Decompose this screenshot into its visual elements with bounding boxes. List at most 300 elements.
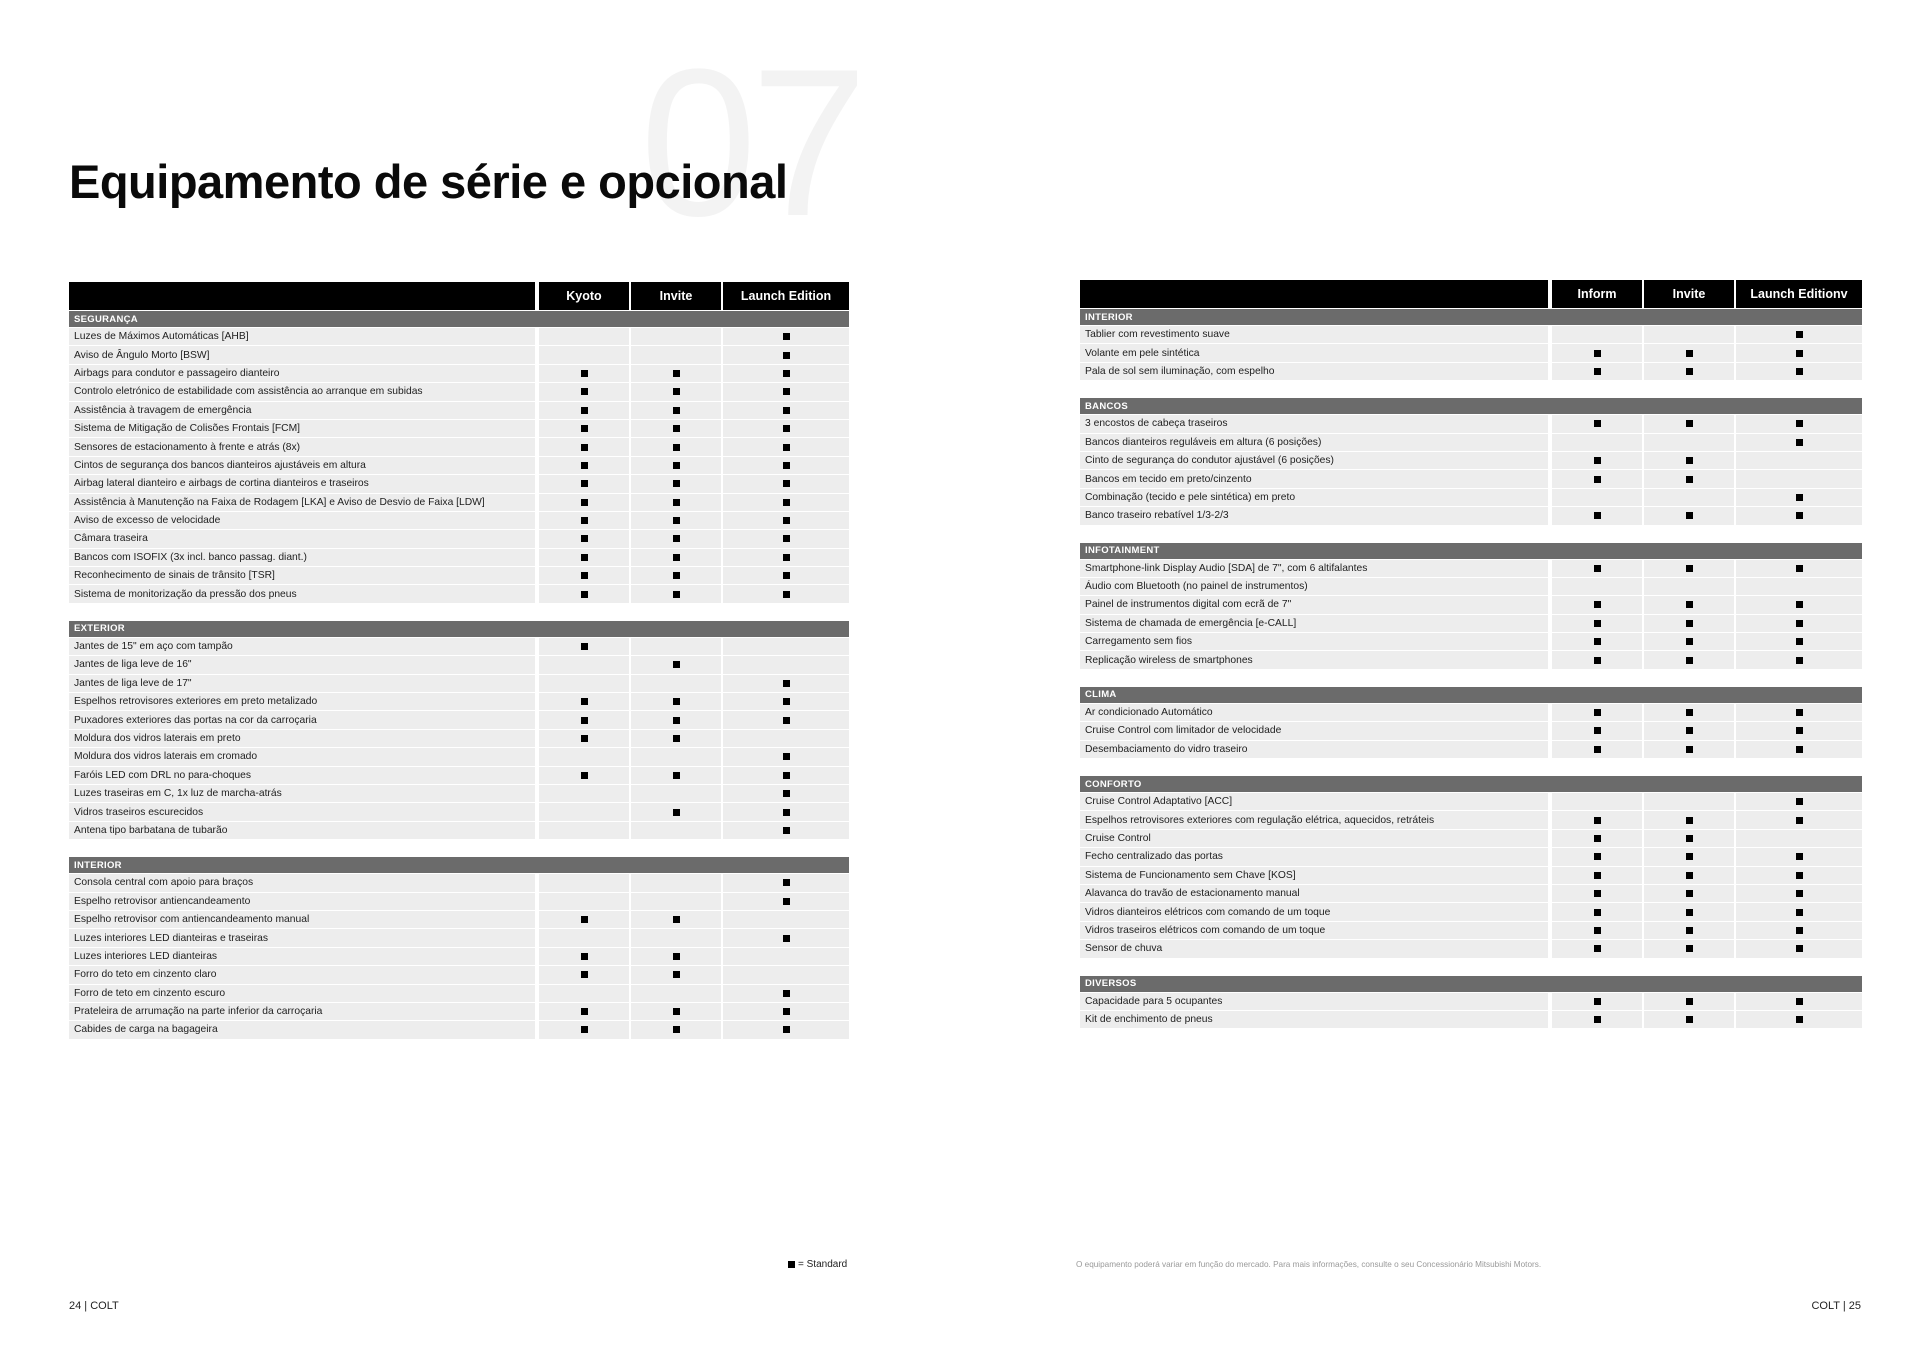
availability-cell [539,530,629,547]
table-row [69,383,849,400]
standard-square-icon [1686,601,1693,608]
availability-cell [1736,741,1862,758]
standard-square-icon [1594,835,1601,842]
availability-cell [723,675,849,692]
standard-square-icon [673,661,680,668]
standard-square-icon [1686,727,1693,734]
standard-square-icon [1594,601,1601,608]
standard-square-icon [673,388,680,395]
legend [788,1259,847,1270]
availability-cell [539,929,629,946]
standard-square-icon [783,499,790,506]
table-row [1080,830,1862,847]
table-row [1080,993,1862,1010]
column-header: Inform [1552,280,1642,308]
table-row [69,402,849,419]
standard-square-icon [673,591,680,598]
standard-square-icon [1594,368,1601,375]
availability-cell [723,803,849,820]
availability-cell [723,767,849,784]
availability-cell [723,475,849,492]
availability-cell [539,346,629,363]
standard-square-icon [1686,420,1693,427]
standard-square-icon [1796,853,1803,860]
availability-cell [631,730,721,747]
availability-cell [723,748,849,765]
availability-cell [1736,993,1862,1010]
standard-square-icon [783,753,790,760]
standard-square-icon [673,1026,680,1033]
standard-square-icon [1594,945,1601,952]
standard-square-icon [1594,420,1601,427]
availability-cell [631,803,721,820]
availability-cell [1552,811,1642,828]
legend-text: = Standard [798,1259,848,1270]
feature-label: Cinto de segurança do condutor ajustável (6 posições) [1080,452,1548,469]
table-row [1080,848,1862,865]
feature-label: Luzes traseiras em C, 1x luz de marcha-atrás [69,785,535,802]
availability-cell [723,693,849,710]
feature-label: Cabides de carga na bagageira [69,1021,535,1038]
page-title: Equipamento de série e opcional [69,155,788,208]
feature-label: Sistema de monitorização da pressão dos pneus [69,585,535,602]
availability-cell [631,985,721,1002]
table-row [69,585,849,602]
standard-square-icon [1594,620,1601,627]
standard-square-icon [673,1008,680,1015]
feature-label: Reconhecimento de sinais de trânsito [TSR] [69,567,535,584]
table-row [69,328,849,345]
standard-square-icon [581,480,588,487]
availability-cell [539,383,629,400]
availability-cell [1736,326,1862,343]
availability-cell [1552,415,1642,432]
column-header: Launch Edition [723,282,849,310]
availability-cell [723,874,849,891]
feature-label: Sistema de chamada de emergência [e-CALL] [1080,615,1548,632]
availability-cell [1644,1011,1734,1028]
table-row [69,948,849,965]
table-row [69,567,849,584]
feature-label: Alavanca do travão de estacionamento manual [1080,885,1548,902]
availability-cell [1644,507,1734,524]
table-row [1080,326,1862,343]
standard-square-icon [1686,476,1693,483]
standard-square-icon [783,680,790,687]
table-row [1080,578,1862,595]
availability-cell [1552,704,1642,721]
standard-square-icon [783,462,790,469]
section-header: CLIMA [1080,687,1862,703]
standard-square-icon [1796,350,1803,357]
availability-cell [723,457,849,474]
standard-square-icon [1796,998,1803,1005]
standard-square-icon [783,352,790,359]
table-row [69,512,849,529]
availability-cell [631,675,721,692]
feature-label: Espelho retrovisor com antiencandeamento manual [69,911,535,928]
feature-label: Luzes interiores LED dianteiras [69,948,535,965]
standard-square-icon [673,809,680,816]
feature-label: Assistência à travagem de emergência [69,402,535,419]
availability-cell [631,328,721,345]
standard-square-icon [1686,998,1693,1005]
availability-cell [631,693,721,710]
footer-left: 24 | COLT [69,1300,119,1312]
availability-cell [1552,596,1642,613]
availability-cell [1552,848,1642,865]
table-section [1080,309,1862,380]
feature-label: Airbag lateral dianteiro e airbags de cortina dianteiros e traseiros [69,475,535,492]
table-row [69,767,849,784]
standard-square-icon [1594,476,1601,483]
feature-label: Forro do teto em cinzento claro [69,966,535,983]
availability-cell [1552,507,1642,524]
standard-square-icon [673,554,680,561]
standard-square-icon [581,772,588,779]
standard-square-icon [1594,890,1601,897]
table-row [1080,793,1862,810]
standard-square-icon [581,591,588,598]
availability-cell [631,874,721,891]
standard-square-icon [783,1008,790,1015]
availability-cell [631,711,721,728]
standard-square-icon [783,717,790,724]
standard-square-icon [673,735,680,742]
standard-square-icon [581,643,588,650]
availability-cell [1552,434,1642,451]
availability-cell [539,365,629,382]
standard-square-icon [581,971,588,978]
availability-cell [631,402,721,419]
standard-square-icon [1594,998,1601,1005]
table-section [69,621,849,839]
feature-label: Banco traseiro rebatível 1/3-2/3 [1080,507,1548,524]
availability-cell [539,985,629,1002]
availability-cell [1552,651,1642,668]
standard-square-icon [1796,657,1803,664]
availability-cell [1736,940,1862,957]
feature-label: Pala de sol sem iluminação, com espelho [1080,363,1548,380]
feature-label: Luzes de Máximos Automáticas [AHB] [69,328,535,345]
availability-cell [539,1003,629,1020]
availability-cell [539,911,629,928]
table-row [69,365,849,382]
table-row [69,785,849,802]
availability-cell [1644,830,1734,847]
availability-cell [1552,633,1642,650]
feature-label: Jantes de liga leve de 17" [69,675,535,692]
table-row [1080,344,1862,361]
availability-cell [723,585,849,602]
availability-cell [1644,741,1734,758]
availability-cell [631,767,721,784]
standard-square-icon [673,535,680,542]
availability-cell [539,730,629,747]
table-row [69,420,849,437]
availability-cell [539,638,629,655]
standard-square-icon [673,916,680,923]
standard-square-icon [783,333,790,340]
feature-label: Combinação (tecido e pele sintética) em preto [1080,489,1548,506]
table-row [1080,704,1862,721]
standard-square-icon [1796,909,1803,916]
availability-cell [1644,596,1734,613]
availability-cell [539,893,629,910]
availability-cell [1736,344,1862,361]
right-equipment-table [1080,280,1862,1028]
standard-square-icon [1686,945,1693,952]
availability-cell [539,675,629,692]
standard-square-icon [783,444,790,451]
table-row [69,985,849,1002]
table-row [1080,922,1862,939]
standard-square-icon [1796,1016,1803,1023]
standard-square-icon [783,554,790,561]
standard-square-icon [1686,457,1693,464]
availability-cell [723,638,849,655]
availability-cell [1552,741,1642,758]
standard-square-icon [1594,909,1601,916]
table-section [1080,687,1862,758]
table-section [1080,976,1862,1029]
column-header: Kyoto [539,282,629,310]
availability-cell [1736,434,1862,451]
standard-square-icon [1594,512,1601,519]
standard-square-icon [673,480,680,487]
availability-cell [539,567,629,584]
availability-cell [1644,344,1734,361]
table-row [69,346,849,363]
standard-square-icon [1686,368,1693,375]
availability-cell [1644,903,1734,920]
availability-cell [1644,651,1734,668]
availability-cell [631,966,721,983]
availability-cell [723,530,849,547]
feature-label: Ar condicionado Automático [1080,704,1548,721]
availability-cell [539,1021,629,1038]
feature-label: Espelhos retrovisores exteriores em preto metalizado [69,693,535,710]
availability-cell [723,948,849,965]
standard-square-icon [673,425,680,432]
table-row [1080,560,1862,577]
availability-cell [631,893,721,910]
availability-cell [1736,704,1862,721]
availability-cell [539,402,629,419]
standard-square-icon [1796,927,1803,934]
availability-cell [1552,344,1642,361]
standard-square-icon [783,370,790,377]
availability-cell [1644,615,1734,632]
standard-square-icon [783,407,790,414]
availability-cell [1644,415,1734,432]
table-row [69,457,849,474]
standard-square-icon [1686,350,1693,357]
section-header: EXTERIOR [69,621,849,637]
table-section [1080,398,1862,524]
availability-cell [539,457,629,474]
feature-label: Vidros traseiros escurecidos [69,803,535,820]
availability-cell [1736,415,1862,432]
standard-square-icon [1796,945,1803,952]
standard-square-icon [1796,439,1803,446]
availability-cell [1736,596,1862,613]
standard-square-icon [673,572,680,579]
availability-cell [539,549,629,566]
section-header: INFOTAINMENT [1080,543,1862,559]
availability-cell [631,585,721,602]
standard-square-icon [1796,620,1803,627]
availability-cell [1644,993,1734,1010]
standard-square-icon [1796,890,1803,897]
standard-square-icon [673,971,680,978]
table-row [1080,434,1862,451]
table-row [1080,470,1862,487]
availability-cell [539,328,629,345]
availability-cell [539,693,629,710]
table-row [1080,1011,1862,1028]
feature-label: Jantes de 15" em aço com tampão [69,638,535,655]
availability-cell [1736,560,1862,577]
availability-cell [723,966,849,983]
feature-label: Prateleira de arrumação na parte inferior da carroçaria [69,1003,535,1020]
standard-square-icon [1594,1016,1601,1023]
table-row [69,893,849,910]
left-equipment-table [69,282,849,1039]
availability-cell [539,475,629,492]
standard-square-icon [1796,494,1803,501]
feature-label: Bancos em tecido em preto/cinzento [1080,470,1548,487]
standard-square-icon [1686,872,1693,879]
standard-square-icon [673,698,680,705]
feature-label: Bancos com ISOFIX (3x incl. banco passag. diant.) [69,549,535,566]
availability-cell [1736,452,1862,469]
standard-square-icon [1796,420,1803,427]
standard-square-icon [788,1261,795,1268]
standard-square-icon [581,444,588,451]
availability-cell [723,365,849,382]
table-row [69,822,849,839]
standard-square-icon [581,1026,588,1033]
standard-square-icon [673,772,680,779]
availability-cell [539,711,629,728]
availability-cell [631,549,721,566]
standard-square-icon [1594,817,1601,824]
standard-square-icon [1796,601,1803,608]
availability-cell [1552,885,1642,902]
availability-cell [631,346,721,363]
table-row [69,475,849,492]
feature-label: Vidros dianteiros elétricos com comando de um toque [1080,903,1548,920]
feature-label: Sensores de estacionamento à frente e atrás (8x) [69,438,535,455]
availability-cell [631,1003,721,1020]
standard-square-icon [581,517,588,524]
availability-cell [631,911,721,928]
availability-cell [723,656,849,673]
availability-cell [1736,633,1862,650]
standard-square-icon [783,388,790,395]
availability-cell [1644,848,1734,865]
standard-square-icon [783,772,790,779]
feature-label: Espelhos retrovisores exteriores com regulação elétrica, aquecidos, retráteis [1080,811,1548,828]
availability-cell [1644,811,1734,828]
standard-square-icon [1686,1016,1693,1023]
table-row [1080,741,1862,758]
table-row [1080,940,1862,957]
standard-square-icon [783,809,790,816]
feature-label: Controlo eletrónico de estabilidade com assistência ao arranque em subidas [69,383,535,400]
availability-cell [1644,326,1734,343]
feature-label: Consola central com apoio para braços [69,874,535,891]
availability-cell [1644,885,1734,902]
feature-label: Cruise Control Adaptativo [ACC] [1080,793,1548,810]
availability-cell [1644,578,1734,595]
availability-cell [723,383,849,400]
availability-cell [631,948,721,965]
feature-label: Smartphone-link Display Audio [SDA] de 7", com 6 altifalantes [1080,560,1548,577]
standard-square-icon [783,879,790,886]
standard-square-icon [581,916,588,923]
availability-cell [1644,434,1734,451]
table-row [1080,633,1862,650]
standard-square-icon [1796,512,1803,519]
standard-square-icon [673,717,680,724]
availability-cell [1552,470,1642,487]
availability-cell [723,494,849,511]
availability-cell [723,1021,849,1038]
availability-cell [539,748,629,765]
footnote: O equipamento poderá variar em função do mercado. Para mais informações, consulte o seu Concessionário Mitsubishi Motors. [1076,1260,1542,1269]
standard-square-icon [1686,909,1693,916]
availability-cell [1552,722,1642,739]
availability-cell [1644,452,1734,469]
feature-label: Antena tipo barbatana de tubarão [69,822,535,839]
table-row [69,656,849,673]
standard-square-icon [1594,727,1601,734]
standard-square-icon [1686,620,1693,627]
feature-label: Fecho centralizado das portas [1080,848,1548,865]
standard-square-icon [1796,368,1803,375]
standard-square-icon [1686,835,1693,842]
standard-square-icon [783,517,790,524]
table-row [69,929,849,946]
feature-label: Puxadores exteriores das portas na cor da carroçaria [69,711,535,728]
standard-square-icon [1796,565,1803,572]
availability-cell [1552,1011,1642,1028]
availability-cell [539,512,629,529]
standard-square-icon [1594,565,1601,572]
feature-label: 3 encostos de cabeça traseiros [1080,415,1548,432]
availability-cell [631,475,721,492]
standard-square-icon [1796,872,1803,879]
standard-square-icon [1686,512,1693,519]
availability-cell [1552,830,1642,847]
availability-cell [723,985,849,1002]
standard-square-icon [783,1026,790,1033]
availability-cell [539,767,629,784]
availability-cell [1552,326,1642,343]
availability-cell [1644,633,1734,650]
feature-label: Câmara traseira [69,530,535,547]
standard-square-icon [783,790,790,797]
feature-label: Airbags para condutor e passageiro dianteiro [69,365,535,382]
table-row [1080,885,1862,902]
standard-square-icon [581,572,588,579]
availability-cell [1644,867,1734,884]
table-section [1080,776,1862,958]
availability-cell [1552,363,1642,380]
standard-square-icon [1594,350,1601,357]
